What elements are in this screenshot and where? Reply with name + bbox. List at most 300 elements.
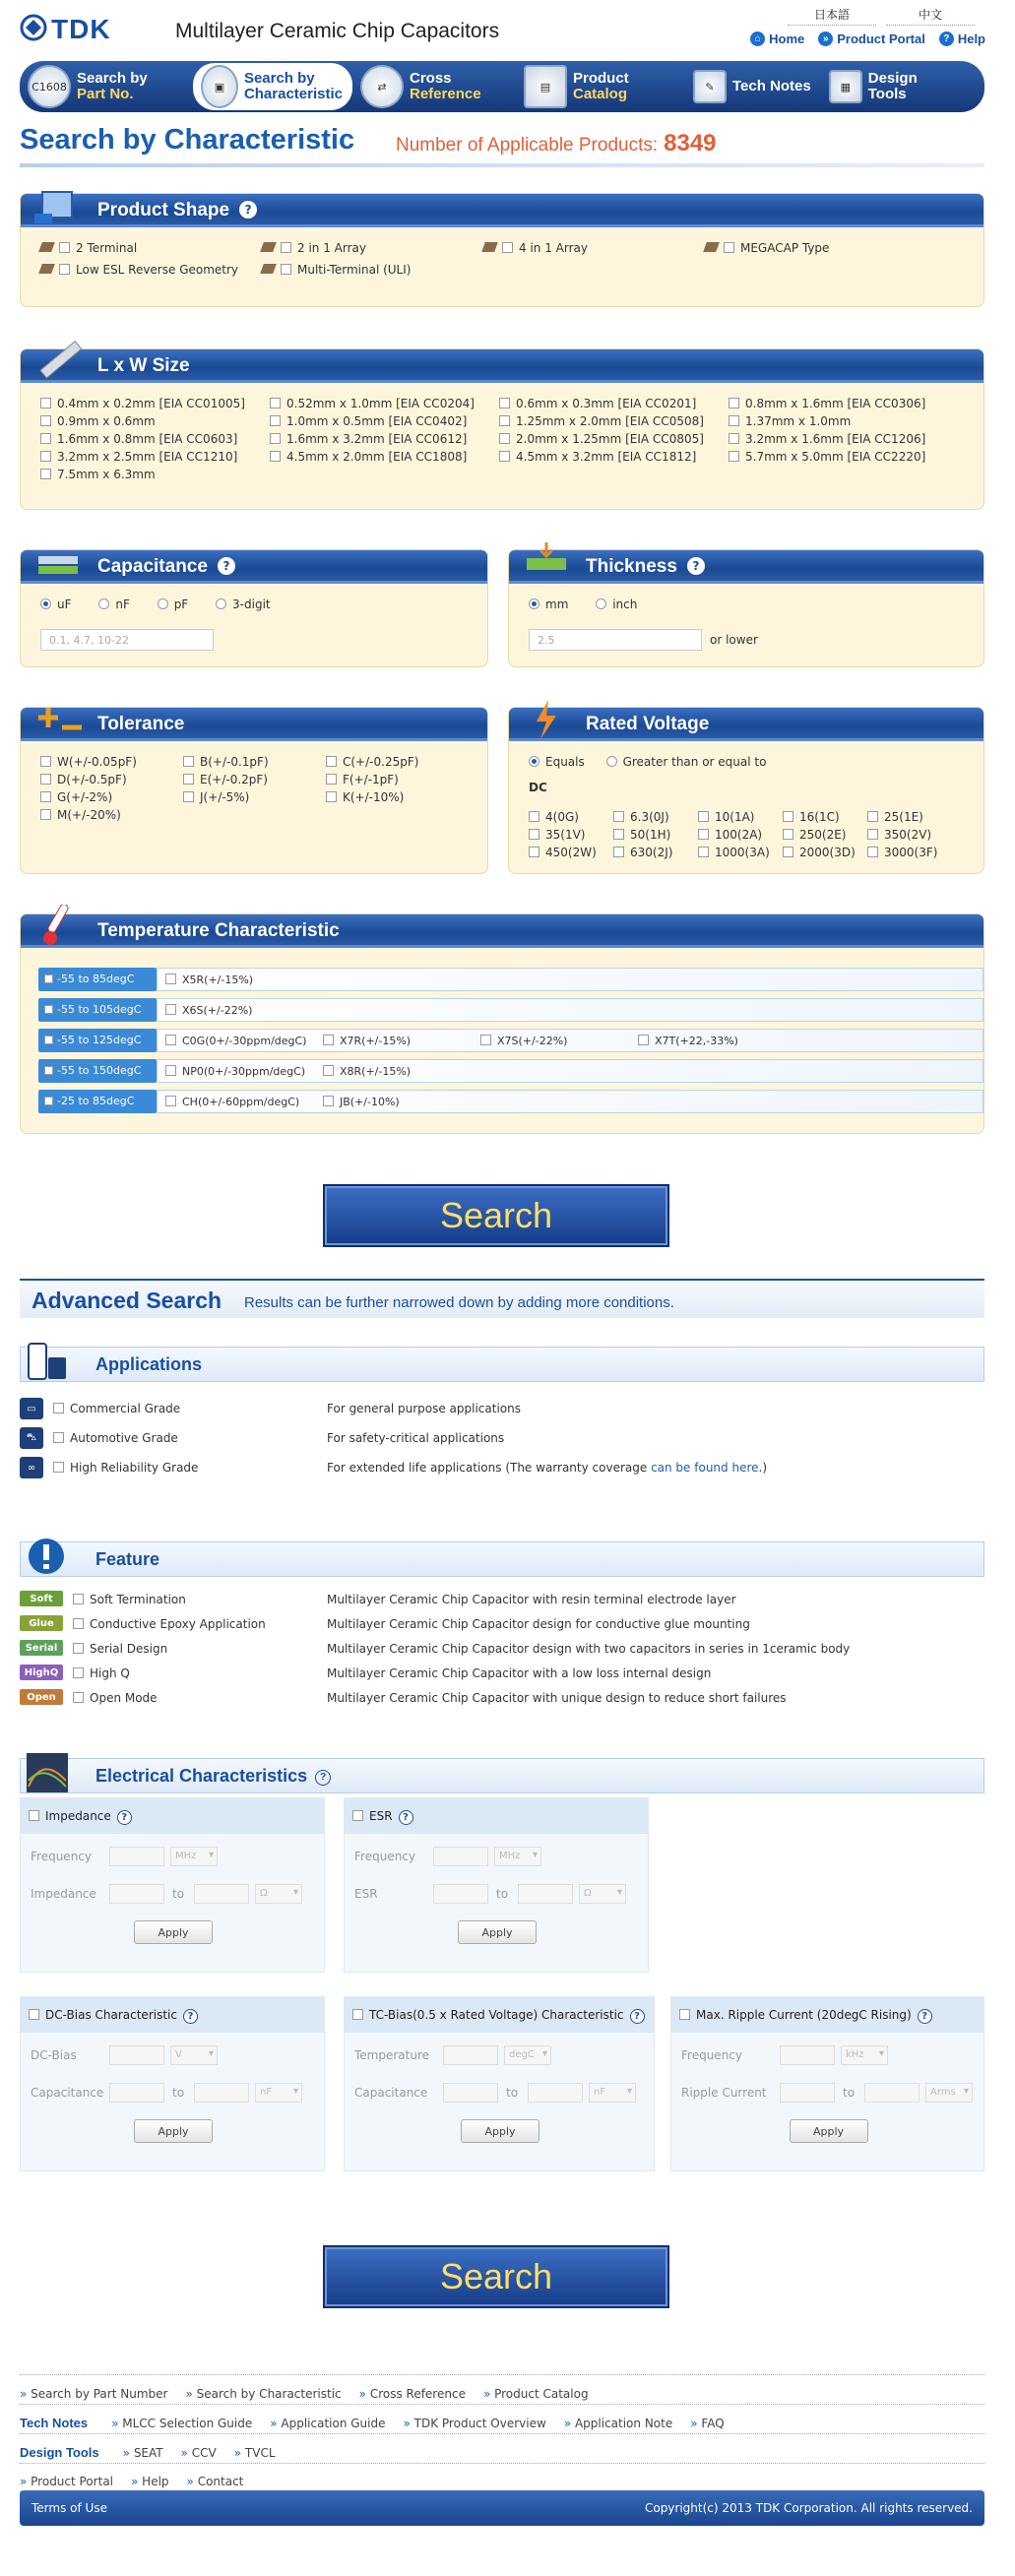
checkbox[interactable] bbox=[183, 774, 194, 785]
help-icon[interactable]: ? bbox=[315, 1770, 331, 1786]
size-option[interactable] bbox=[40, 450, 270, 464]
unit-uf[interactable] bbox=[40, 597, 72, 611]
temp-row bbox=[38, 1059, 983, 1083]
nav-design-tools[interactable] bbox=[821, 61, 969, 112]
radio[interactable] bbox=[40, 598, 51, 609]
impedance-title: Impedance bbox=[45, 1809, 111, 1823]
home-label: Home bbox=[769, 31, 805, 46]
tcbias-unit-select[interactable]: nF ▾ bbox=[589, 2083, 636, 2103]
feature-label[interactable] bbox=[73, 1642, 167, 1656]
nav-label-3a: Cross bbox=[410, 70, 452, 87]
size-option[interactable] bbox=[270, 414, 499, 428]
checkbox[interactable] bbox=[499, 398, 510, 408]
footer-link[interactable]: » Help bbox=[131, 2475, 169, 2488]
nav-cross-reference[interactable] bbox=[352, 61, 516, 112]
checkbox[interactable] bbox=[44, 1036, 53, 1044]
tech-notes-icon: ✎ bbox=[693, 70, 727, 103]
option-label: 350(2V) bbox=[884, 828, 932, 842]
impedance-unit-select[interactable]: Ω ▾ bbox=[255, 1884, 302, 1904]
radio[interactable] bbox=[158, 598, 168, 609]
radio[interactable] bbox=[596, 598, 606, 609]
nav-search-characteristic[interactable] bbox=[193, 63, 352, 110]
product-shape-panel bbox=[20, 193, 984, 307]
checkbox[interactable] bbox=[40, 469, 51, 479]
checkbox[interactable] bbox=[638, 1035, 649, 1045]
esr-row-label: ESR bbox=[354, 1887, 378, 1901]
checkbox[interactable] bbox=[59, 242, 70, 253]
checkbox[interactable] bbox=[323, 1035, 334, 1045]
tolerance-option[interactable] bbox=[40, 773, 183, 786]
catalog-icon: ▤ bbox=[524, 65, 567, 108]
temp-range[interactable] bbox=[38, 1059, 157, 1083]
checkbox[interactable] bbox=[783, 847, 793, 857]
tolerance-option[interactable] bbox=[40, 790, 183, 804]
checkbox[interactable] bbox=[323, 1065, 334, 1076]
ripple-input[interactable] bbox=[780, 2045, 835, 2065]
info-icon bbox=[23, 1535, 72, 1580]
feature-row bbox=[20, 1663, 984, 1684]
shape-2-in-1-array[interactable] bbox=[262, 241, 483, 255]
checkbox[interactable] bbox=[165, 974, 176, 984]
tcbias-input[interactable] bbox=[443, 2045, 498, 2065]
product-portal-link[interactable] bbox=[818, 31, 925, 46]
checkbox[interactable] bbox=[44, 1097, 53, 1105]
dcbias-apply-button[interactable]: Apply bbox=[134, 2119, 213, 2143]
checkbox[interactable] bbox=[326, 774, 337, 785]
voltage-option[interactable] bbox=[698, 846, 783, 859]
checkbox[interactable] bbox=[729, 415, 739, 426]
ripple-input[interactable] bbox=[780, 2083, 835, 2103]
footer-link[interactable]: » Application Note bbox=[564, 2417, 672, 2430]
footer-link[interactable]: » Product Portal bbox=[20, 2475, 113, 2488]
size-option[interactable] bbox=[270, 450, 499, 464]
lang-japanese-link[interactable]: 日本語 bbox=[788, 6, 876, 26]
checkbox[interactable] bbox=[40, 791, 51, 802]
help-icon[interactable]: ? bbox=[117, 1810, 132, 1825]
voltage-title: Rated Voltage bbox=[586, 714, 710, 734]
checkbox[interactable] bbox=[44, 1066, 53, 1075]
footer-link[interactable]: » TDK Product Overview bbox=[404, 2417, 546, 2430]
tolerance-option[interactable] bbox=[326, 773, 469, 786]
checkbox[interactable] bbox=[613, 811, 624, 822]
checkbox[interactable] bbox=[270, 415, 281, 426]
checkbox[interactable] bbox=[352, 1810, 363, 1821]
footer-link[interactable]: » Search by Characteristic bbox=[185, 2387, 341, 2401]
checkbox[interactable] bbox=[729, 451, 739, 462]
dcbias-unit-select[interactable]: nF ▾ bbox=[255, 2083, 302, 2103]
tcbias-input-max[interactable] bbox=[528, 2083, 583, 2103]
shape-2-terminal[interactable] bbox=[40, 241, 262, 255]
chip-icon bbox=[260, 264, 277, 274]
checkbox[interactable] bbox=[73, 1667, 84, 1678]
checkbox[interactable] bbox=[281, 242, 291, 253]
tcbias-apply-button[interactable]: Apply bbox=[461, 2119, 539, 2143]
capacitor-icon: ▣ bbox=[201, 65, 238, 108]
checkbox[interactable] bbox=[165, 1096, 176, 1106]
help-icon[interactable]: ? bbox=[630, 2009, 645, 2024]
checkbox[interactable] bbox=[59, 264, 70, 275]
feature-row bbox=[20, 1638, 984, 1660]
option-label: 1.25mm x 2.0mm [EIA CC0508] bbox=[516, 414, 704, 428]
help-icon[interactable]: ? bbox=[399, 1810, 413, 1825]
ripple-title: Max. Ripple Current (20degC Rising) bbox=[696, 2008, 912, 2022]
esr-input-max[interactable] bbox=[518, 1884, 573, 1904]
impedance-input[interactable] bbox=[109, 1884, 164, 1904]
temp-option-label: X7S(+/-22%) bbox=[497, 1035, 568, 1047]
dcbias-unit-select[interactable]: V ▾ bbox=[170, 2045, 218, 2065]
checkbox[interactable] bbox=[529, 811, 539, 822]
voltage-option[interactable] bbox=[867, 828, 952, 842]
radio[interactable] bbox=[216, 598, 226, 609]
checkbox[interactable] bbox=[281, 264, 291, 275]
option-label: 50(1H) bbox=[630, 828, 671, 842]
checkbox[interactable] bbox=[698, 847, 709, 857]
applications-icon bbox=[23, 1340, 72, 1385]
search-button[interactable]: Search bbox=[323, 1184, 669, 1247]
checkbox[interactable] bbox=[480, 1035, 491, 1045]
feature-row bbox=[20, 1589, 984, 1610]
footer-link[interactable]: » TVCL bbox=[234, 2446, 276, 2460]
tolerance-option[interactable] bbox=[40, 808, 183, 822]
product-shape-icon bbox=[31, 184, 86, 227]
footer-heading[interactable]: Design Tools bbox=[20, 2445, 99, 2460]
voltage-equals[interactable] bbox=[529, 755, 585, 769]
footer-link[interactable]: » Cross Reference bbox=[359, 2387, 466, 2401]
esr-input[interactable] bbox=[433, 1847, 488, 1866]
radio[interactable] bbox=[98, 598, 109, 609]
temp-option[interactable] bbox=[165, 1065, 305, 1078]
checkbox[interactable] bbox=[73, 1594, 84, 1604]
voltage-option[interactable] bbox=[698, 828, 783, 842]
size-option[interactable] bbox=[499, 450, 729, 464]
checkbox[interactable] bbox=[867, 829, 878, 840]
footer-link[interactable]: » SEAT bbox=[123, 2446, 163, 2460]
terms-of-use-link[interactable]: Terms of Use bbox=[32, 2501, 107, 2515]
checkbox[interactable] bbox=[326, 756, 337, 767]
checkbox[interactable] bbox=[270, 433, 281, 444]
ruler-icon bbox=[31, 340, 86, 383]
size-option[interactable] bbox=[729, 432, 958, 446]
temp-option-label: C0G(0+/-30ppm/degC) bbox=[182, 1035, 307, 1047]
checkbox[interactable] bbox=[698, 829, 709, 840]
checkbox[interactable] bbox=[613, 829, 624, 840]
voltage-option[interactable] bbox=[529, 846, 613, 859]
impedance-input-max[interactable] bbox=[194, 1884, 249, 1904]
nav-label-1a: Search by bbox=[77, 70, 148, 87]
dcbias-input-max[interactable] bbox=[194, 2083, 249, 2103]
impedance-unit-select[interactable]: MHz ▾ bbox=[170, 1847, 218, 1866]
checkbox[interactable] bbox=[783, 829, 793, 840]
dcbias-input[interactable] bbox=[109, 2045, 164, 2065]
voltage-option[interactable] bbox=[867, 846, 952, 859]
temp-range[interactable] bbox=[38, 968, 157, 991]
feature-title: Feature bbox=[95, 1549, 160, 1569]
size-option[interactable] bbox=[40, 468, 270, 481]
shape-multi-terminal[interactable] bbox=[262, 263, 483, 277]
option-label: 0.8mm x 1.6mm [EIA CC0306] bbox=[745, 397, 926, 410]
size-option[interactable] bbox=[270, 397, 499, 410]
tdk-logo[interactable] bbox=[20, 14, 111, 45]
radio[interactable] bbox=[529, 756, 539, 767]
temp-range[interactable] bbox=[38, 1029, 157, 1052]
capacitance-header bbox=[21, 550, 487, 584]
electrical-title bbox=[95, 1766, 331, 1787]
checkbox[interactable] bbox=[44, 974, 53, 983]
radio-label: Equals bbox=[545, 755, 585, 769]
option-label: 3000(3F) bbox=[884, 846, 938, 859]
temp-option[interactable] bbox=[480, 1035, 567, 1047]
size-header bbox=[21, 349, 983, 383]
footer-link[interactable]: » Application Guide bbox=[270, 2417, 385, 2430]
shape-4-in-1-array[interactable] bbox=[483, 241, 705, 255]
checkbox[interactable] bbox=[724, 242, 734, 253]
checkbox[interactable] bbox=[44, 1005, 53, 1014]
help-icon[interactable]: ? bbox=[183, 2009, 198, 2024]
to-label: to bbox=[496, 1887, 509, 1901]
tolerance-option[interactable] bbox=[40, 755, 183, 769]
voltage-gte[interactable] bbox=[606, 755, 767, 769]
tolerance-grid bbox=[40, 755, 477, 822]
checkbox[interactable] bbox=[53, 1462, 64, 1473]
checkbox[interactable] bbox=[183, 756, 194, 767]
esr-box bbox=[344, 1797, 649, 1973]
checkbox[interactable] bbox=[40, 809, 51, 820]
checkbox[interactable] bbox=[40, 398, 51, 408]
search-button-bottom[interactable]: Search bbox=[323, 2245, 669, 2308]
size-option[interactable] bbox=[729, 450, 958, 464]
checkbox[interactable] bbox=[165, 1035, 176, 1045]
footer-heading[interactable]: Tech Notes bbox=[20, 2416, 89, 2430]
esr-row-label: Frequency bbox=[354, 1850, 415, 1863]
checkbox[interactable] bbox=[183, 791, 194, 802]
nav-label-2a: Search by bbox=[243, 70, 315, 87]
size-option[interactable] bbox=[270, 432, 499, 446]
voltage-options bbox=[529, 810, 974, 859]
checkbox[interactable] bbox=[867, 847, 878, 857]
option-label: 1000(3A) bbox=[715, 846, 770, 859]
unit-inch[interactable] bbox=[596, 597, 637, 611]
shape-megacap[interactable] bbox=[705, 241, 926, 255]
feature-label[interactable] bbox=[73, 1617, 266, 1631]
checkbox[interactable] bbox=[679, 2009, 690, 2020]
checkbox[interactable] bbox=[53, 1432, 64, 1443]
esr-title: ESR bbox=[369, 1809, 393, 1823]
checkbox[interactable] bbox=[867, 811, 878, 822]
checkbox[interactable] bbox=[529, 847, 539, 857]
tcbias-input[interactable] bbox=[443, 2083, 498, 2103]
option-label: 2.0mm x 1.25mm [EIA CC0805] bbox=[516, 432, 704, 446]
temp-option[interactable] bbox=[165, 1096, 299, 1108]
cross-reference-icon: ⇄ bbox=[360, 65, 404, 108]
checkbox[interactable] bbox=[270, 398, 281, 408]
temp-range-label: -55 to 125degC bbox=[57, 1034, 142, 1046]
voltage-option[interactable] bbox=[783, 828, 867, 842]
size-option[interactable] bbox=[40, 432, 270, 446]
option-label: F(+/-1pF) bbox=[343, 773, 399, 786]
checkbox[interactable] bbox=[73, 1692, 84, 1703]
temp-option[interactable] bbox=[165, 1035, 306, 1047]
esr-unit-select[interactable]: MHz ▾ bbox=[494, 1847, 541, 1866]
tcbias-title: TC-Bias(0.5 x Rated Voltage) Characteristic bbox=[369, 2008, 624, 2022]
footer-link[interactable]: » Contact bbox=[187, 2475, 244, 2488]
tolerance-option[interactable] bbox=[326, 755, 469, 769]
radio-label: mm bbox=[545, 597, 569, 611]
checkbox[interactable] bbox=[29, 2009, 39, 2020]
voltage-option[interactable] bbox=[529, 828, 613, 842]
footer-link[interactable]: » Product Catalog bbox=[483, 2387, 589, 2401]
checkbox[interactable] bbox=[499, 451, 510, 462]
temp-option[interactable] bbox=[323, 1065, 411, 1078]
footer-link[interactable]: » FAQ bbox=[690, 2417, 724, 2430]
radio[interactable] bbox=[529, 598, 539, 609]
size-option[interactable] bbox=[729, 397, 958, 410]
dcbias-title: DC-Bias Characteristic bbox=[45, 2008, 177, 2022]
voltage-option[interactable] bbox=[613, 828, 698, 842]
size-option[interactable] bbox=[499, 414, 729, 428]
radio[interactable] bbox=[606, 756, 617, 767]
thickness-input[interactable]: 2.5 bbox=[529, 629, 702, 651]
voltage-header bbox=[509, 708, 983, 741]
radio-label: nF bbox=[115, 597, 130, 611]
shape-low-esl[interactable] bbox=[40, 263, 262, 277]
size-option[interactable] bbox=[499, 432, 729, 446]
checkbox[interactable] bbox=[40, 415, 51, 426]
checkbox[interactable] bbox=[323, 1096, 334, 1106]
unit-nf[interactable] bbox=[98, 597, 130, 611]
page-title: Search by Characteristic bbox=[20, 124, 355, 156]
nav-tech-notes[interactable] bbox=[685, 61, 821, 112]
voltage-option[interactable] bbox=[867, 810, 952, 824]
dcbias-header bbox=[21, 1997, 324, 2033]
temp-range[interactable] bbox=[38, 998, 157, 1022]
feature-label[interactable] bbox=[73, 1666, 130, 1680]
warranty-link[interactable]: can be found here bbox=[651, 1461, 759, 1475]
temp-range[interactable] bbox=[38, 1090, 157, 1113]
footer-link[interactable]: » MLCC Selection Guide bbox=[111, 2417, 252, 2430]
temp-option[interactable] bbox=[638, 1035, 738, 1047]
feature-label[interactable] bbox=[73, 1593, 186, 1606]
checkbox[interactable] bbox=[352, 2009, 363, 2020]
app-automotive bbox=[20, 1427, 984, 1449]
esr-unit-select[interactable]: Ω ▾ bbox=[579, 1884, 626, 1904]
feature-label[interactable] bbox=[73, 1691, 158, 1705]
size-option[interactable] bbox=[40, 397, 270, 410]
voltage-option[interactable] bbox=[529, 810, 613, 824]
checkbox[interactable] bbox=[165, 1065, 176, 1076]
tcbias-unit-select[interactable]: degC ▾ bbox=[504, 2045, 551, 2065]
help-icon[interactable]: ? bbox=[239, 201, 257, 219]
option-label: M(+/-20%) bbox=[57, 808, 121, 822]
checkbox[interactable] bbox=[326, 791, 337, 802]
size-options bbox=[40, 397, 974, 481]
checkbox[interactable] bbox=[270, 451, 281, 462]
tolerance-option[interactable] bbox=[326, 790, 469, 804]
thickness-panel bbox=[508, 549, 984, 667]
impedance-apply-button[interactable]: Apply bbox=[134, 1920, 213, 1944]
ripple-unit-select[interactable]: kHz ▾ bbox=[841, 2045, 888, 2065]
checkbox[interactable] bbox=[502, 242, 513, 253]
size-option[interactable] bbox=[499, 397, 729, 410]
impedance-input[interactable] bbox=[109, 1847, 164, 1866]
home-link[interactable] bbox=[750, 31, 804, 46]
tolerance-option[interactable] bbox=[183, 790, 326, 804]
checkbox[interactable] bbox=[53, 1403, 64, 1414]
checkbox[interactable] bbox=[73, 1643, 84, 1654]
voltage-option[interactable] bbox=[698, 810, 783, 824]
checkbox[interactable] bbox=[165, 1004, 176, 1015]
unit-3digit[interactable] bbox=[216, 597, 271, 611]
tolerance-option[interactable] bbox=[183, 773, 326, 786]
size-option[interactable] bbox=[729, 414, 958, 428]
footer-link[interactable]: » CCV bbox=[181, 2446, 217, 2460]
temp-option[interactable] bbox=[323, 1096, 400, 1108]
help-link[interactable] bbox=[939, 31, 985, 46]
help-icon[interactable]: ? bbox=[918, 2009, 932, 2024]
option-label: D(+/-0.5pF) bbox=[57, 773, 127, 786]
footer-link[interactable]: » Search by Part Number bbox=[20, 2387, 167, 2401]
size-option[interactable] bbox=[40, 414, 270, 428]
unit-pf[interactable] bbox=[158, 597, 189, 611]
tdk-logo-icon bbox=[20, 14, 47, 41]
capacitance-panel bbox=[20, 549, 488, 667]
feature-tag: Serial bbox=[20, 1640, 63, 1656]
esr-input[interactable] bbox=[433, 1884, 488, 1904]
temp-option[interactable] bbox=[165, 1004, 252, 1017]
tolerance-option[interactable] bbox=[183, 755, 326, 769]
voltage-option[interactable] bbox=[613, 846, 698, 859]
checkbox[interactable] bbox=[698, 811, 709, 822]
to-label: to bbox=[172, 2086, 185, 2100]
temp-option[interactable] bbox=[165, 974, 253, 986]
nav-search-part-no[interactable] bbox=[20, 61, 189, 112]
voltage-option[interactable] bbox=[613, 810, 698, 824]
help-icon[interactable]: ? bbox=[218, 557, 235, 575]
capacitance-input[interactable]: 0.1, 4.7, 10-22 bbox=[40, 629, 214, 651]
voltage-option[interactable] bbox=[783, 846, 867, 859]
ripple-apply-button[interactable]: Apply bbox=[790, 2119, 868, 2143]
checkbox[interactable] bbox=[613, 847, 624, 857]
checkbox[interactable] bbox=[783, 811, 793, 822]
checkbox[interactable] bbox=[729, 433, 739, 444]
option-label: K(+/-10%) bbox=[343, 790, 405, 804]
temp-option-label: X6S(+/-22%) bbox=[182, 1004, 253, 1017]
ripple-input-max[interactable] bbox=[864, 2083, 920, 2103]
checkbox[interactable] bbox=[40, 433, 51, 444]
checkbox[interactable] bbox=[40, 756, 51, 767]
esr-apply-button[interactable]: Apply bbox=[458, 1920, 537, 1944]
checkbox[interactable] bbox=[529, 829, 539, 840]
checkbox[interactable] bbox=[499, 415, 510, 426]
dcbias-input[interactable] bbox=[109, 2083, 164, 2103]
option-label: 1.6mm x 3.2mm [EIA CC0612] bbox=[286, 432, 468, 446]
help-icon[interactable]: ? bbox=[687, 557, 705, 575]
lang-chinese-link[interactable]: 中文 bbox=[886, 6, 975, 26]
checkbox[interactable] bbox=[729, 398, 739, 408]
ripple-row-label: Ripple Current bbox=[681, 2086, 767, 2100]
checkbox[interactable] bbox=[40, 774, 51, 785]
checkbox[interactable] bbox=[29, 1810, 39, 1821]
temp-option[interactable] bbox=[323, 1035, 411, 1047]
voltage-option[interactable] bbox=[783, 810, 867, 824]
option-label: 0.6mm x 0.3mm [EIA CC0201] bbox=[516, 397, 697, 410]
checkbox[interactable] bbox=[40, 451, 51, 462]
ripple-unit-select[interactable]: Arms ▾ bbox=[925, 2083, 973, 2103]
nav-product-catalog[interactable] bbox=[516, 61, 685, 112]
unit-mm[interactable] bbox=[529, 597, 568, 611]
option-label: 10(1A) bbox=[715, 810, 755, 824]
checkbox[interactable] bbox=[499, 433, 510, 444]
checkbox[interactable] bbox=[73, 1618, 84, 1629]
